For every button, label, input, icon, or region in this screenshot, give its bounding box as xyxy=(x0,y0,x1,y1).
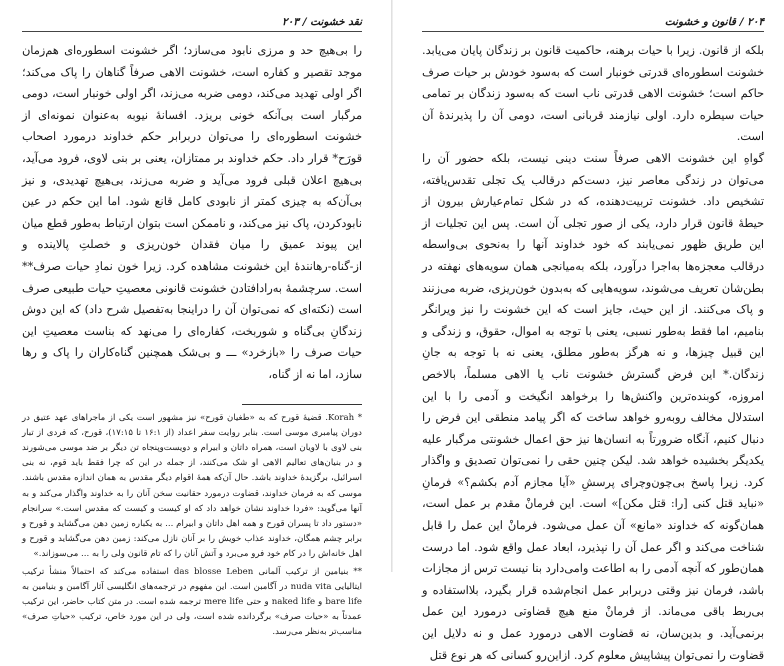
running-header-text: ۲۰۴ / قانون و خشونت xyxy=(664,16,764,28)
footnote-divider xyxy=(242,404,362,405)
left-page xyxy=(0,0,392,638)
running-header-text: نقد خشونت / ۲۰۳ xyxy=(282,16,362,28)
body-text xyxy=(422,40,764,666)
running-header xyxy=(22,16,362,32)
paragraph: را بی‌هیچ حد و مرزی نابود می‌سازد؛ اگر خشونت اسطوره‌ای هم‌زمان موجد تقصیر و کفاره است، خشونت الاهی صرفاً گناهان را پاک می‌کند؛ اگر اولی تهدید می‌کند، دومی ضربه می‌زند، اگر اولی خونبار است، دومی مرگبار است بی‌آنکه خونی بریزد. افسانهٔ نیوبه به‌عنوان نمونه‌ای از خشونت اسطوره‌ای را می‌توان دربرابر حکم خداوند درمورد اصحاب قورَح* قرار داد. حکم خداوند بر ممتازان، یعنی بر بنی لاوی، فرود می‌آید، بی‌هیچ اعلان قبلی فرود می‌آید و ضربه می‌زند، بی‌هیچ تهدیدی، و نیز بی‌آن‌که به چیزی کمتر از نابودی کامل قانع شود. اما این حکم در عین نابودکردن، پاک نیز می‌کند، و ناممکن است بتوان ارتباط به‌طور قطع میان این پیوند عمیق را میان فقدان خون‌ریزی و خصلتِ پالاینده و از‑گناه‑رهانندهٔ این خشونت مشاهده کرد. زیرا خون نمادِ حیات صرف** است. سرچشمهٔ به‌رادافتادن خشونت قانونی معصیتِ حیات طبیعی صرف است (نکته‌ای که نمی‌توان آن را دراینجا به‌تفصیل شرح داد) که این دوش زندگانِ بی‌گناه و شوربخت، کفاره‌ای را می‌نهد که بناست معصیتِ این حیات صرف را «بازخرد» ـــ و بی‌شک همچنین گناه‌کاران را پاک و رها سازد، اما نه از گناه، xyxy=(22,44,362,381)
footnotes xyxy=(22,411,362,641)
right-page xyxy=(392,0,784,662)
footnote: ** بنیامین از ترکیب آلمانی das blosse Leben استفاده می‌کند که احتمالاً منشأ ترکیب ایتالیایی nuda vita در آگامبن است. این مفهوم در ترجمه‌های انگلیسی آثار آگامبن و بنیامین به bare life و naked life و حتی mere life ترجمه شده است. در متن کتاب حاضر، این ترکیب عمدتاً به «حیات صرف» برگردانده شده است، ولی در این مورد خاص، ترکیب «حیاتِ صرف» مناسب‌تر به‌نظر می‌رسد. xyxy=(22,566,363,638)
footnote: * Korah. قضیهٔ قورح که به «طغیان قورح» نیز مشهور است یکی از ماجراهای عهد عتیق در دوران پیامبری موسی است. بنابر روایت سفر اعداد (از ۱۶:۱ تا ۱۷:۱۵)، قورح، که فردی از تبار بنی لاوی با لاویان است، همراه داتان و ابیرام و دویست‌وپنجاه تن دیگر بر ضد موسی می‌شورند و در بنیان‌های تعالیم الاهی او شک می‌کنند، از جمله در این که چرا فقط باید قوم، نه بنی اسرائیل، برگزیدهٔ خداوند باشد. حال آن‌که همهٔ اقوام دیگر مقدس به همان اندازه مقدس باشند. موسی که به فرمان خداوند، قضاوت درمورد حقانیت سخن آنان را به خداوند واگذار می‌کند و به آنها می‌گوید: «فردا خداوند نشان خواهد داد که او کیست و کیست که مقدس است.» سرانجام «دستور داد تا پسران قورح و همه اهل داتان و ابیرام ... به یکباره زمین دهن می‌گشاید و قورح و برابر چشم همگان، خداوند عذاب خویش را بر آنان نازل می‌کند: زمین دهن می‌گشاید و قورح و اهل خانه‌اش را در کام خود فرو می‌برد و آتش آنان را که تام قانون ولی را به ... می‌سوزاند.» xyxy=(22,412,362,560)
paragraph: گواهِ این خشونت الاهی صرفاً سنت دینی نیست، بلکه حضور آن را می‌توان در زندگی معاصر نیز، دست‌کم درقالب یک تجلی تقدس‌یافته، تشخیص داد. خشونت تربیت‌دهنده، که در شکل تمام‌عیارش بیرون از حیطهٔ قانون قرار دارد، یکی از صور تجلی آن است. پس این تجلیات از این طریق ظهور نمی‌یابند که خود خداوند آنها را به‌نحوی بی‌واسطه درقالب معجزه‌ها به‌اجرا درآورد، بلکه به‌میانجی همان سویه‌های نهفته در بطن‌شان تعریف می‌شوند، سویه‌هایی که به‌بدون خون‌ریزی، ضربه می‌زنند و پاک می‌کنند. از این حیث، جایز است که این خشونت را نیز ویرانگر بنامیم، اما فقط به‌طور نسبی، یعنی با توجه به اموال، حقوق، و زندگی و این قبیل چیزها، و نه هرگز به‌طور مطلق، یعنی نه با توجه به جانِ زندگان.* این فرض گسترش خشونت ناب یا الاهی مسلماً، بالاخص امروزه، کوبنده‌ترین واکنش‌ها را برخواهد انگیخت و آدمی را با این استدلال مخالف روبه‌رو خواهد ساخت که اگر پیامد منطقی این فرض را دنبال کنیم، آنگاه ضرورتاً به انسان‌ها نیز حق اعمال خشونتی مرگبار علیه یکدیگر بخشیده خواهد شد. لیکن چنین حقی را نمی‌توان تصدیق و واگذار کرد. زیرا پاسخ بی‌چون‌وچرای پرسشِ «آیا مجازم آدم بکشم؟» فرمانِ «نباید قتل کنی [را: قتل مکن]» است. این فرمانْ مقدم بر عمل است، همان‌گونه که خداوند «مانع» آن عمل می‌شود. فرمانْ این عمل را قابل شناخت می‌کند و اگر عمل آن را نپذیرد، ابعاد عمل واقع شود. اما درست همان‌طور که آنچه آدمی را به اطاعت وامی‌دارد بنا نیست ترس از مجازات باشد، فرمان نیز وقتی دربرابر عمل انجام‌شده قرار بگیرد، بلااستفاده و بی‌ربط باقی می‌ماند. از فرمانْ منع هیچ قضاوتی درمورد این عمل برنمی‌آید. و بدین‌سان، نه قضاوت الاهی درمورد عمل و نه دلایل این قضاوت را نمی‌توان پیشاپیش معلوم کرد. ازاین‌رو کسانی که هر نوع قتل xyxy=(422,151,764,662)
body-text xyxy=(22,40,362,386)
paragraph: بلکه از قانون. زیرا با حیات برهنه، حاکمیت قانون بر زندگان پایان می‌یابد. خشونت اسطوره‌ای قدرتی خونبار است که به‌سود خودش بر حیات صرف حاکم است؛ خشونت الاهی قدرتی ناب است که به‌سود زندگان بر تمامی حیات سیطره دارد. اولی نیازمند قربانی است، دومی آن را پذیرندهٔ آن است. xyxy=(422,44,764,144)
running-header xyxy=(422,16,764,32)
